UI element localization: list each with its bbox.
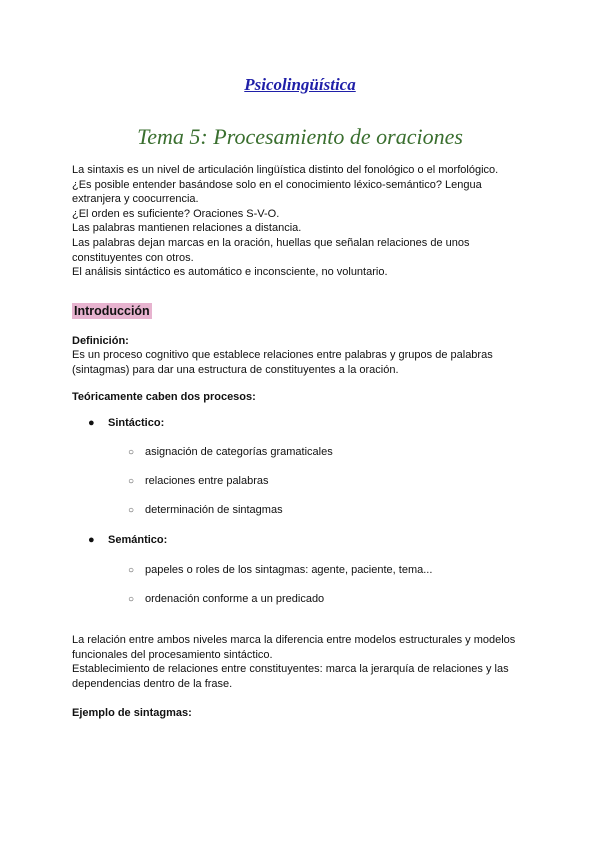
bullet-item-sintactico xyxy=(88,416,164,431)
sub-item-text: determinación de sintagmas xyxy=(145,504,283,516)
sub-list-item xyxy=(128,563,432,579)
hollow-bullet-icon: ○ xyxy=(128,447,135,458)
intro-line: Las palabras mantienen relaciones a distancia. xyxy=(72,222,302,235)
bullet-label: Sintáctico: xyxy=(108,417,165,429)
topic-title: Tema 5: Procesamiento de oraciones xyxy=(137,124,463,149)
hollow-bullet-icon: ○ xyxy=(128,565,135,576)
hollow-bullet-icon: ○ xyxy=(128,476,135,487)
processes-heading: Teóricamente caben dos procesos: xyxy=(72,391,256,403)
relation-paragraph xyxy=(72,633,532,691)
bullet-label: Semántico: xyxy=(108,534,168,546)
sub-item-text: papeles o roles de los sintagmas: agente, paciente, tema... xyxy=(145,564,433,576)
bullet-dot-icon: ● xyxy=(88,534,95,546)
intro-line: ¿El orden es suficiente? Oraciones S-V-O. xyxy=(72,207,280,220)
intro-line: La sintaxis es un nivel de articulación lingüística distinto del fonológico o el morfológico. xyxy=(72,164,499,176)
section-heading-introduccion: Introducción xyxy=(74,304,150,318)
bullet-item-semantico xyxy=(88,533,167,548)
relation-line: Establecimiento de relaciones entre constituyentes: marca la jerarquía de relaciones y las dependencias dentro de la frase. xyxy=(72,663,509,690)
sub-item-text: ordenación conforme a un predicado xyxy=(145,593,325,605)
example-heading: Ejemplo de sintagmas: xyxy=(72,707,192,719)
sub-list-item xyxy=(128,474,269,490)
document-title: Psicolingüística xyxy=(244,75,356,94)
sub-item-text: relaciones entre palabras xyxy=(145,475,269,487)
sub-list-item xyxy=(128,592,324,608)
bullet-dot-icon: ● xyxy=(88,417,95,429)
intro-line: ¿Es posible entender basándose solo en el conocimiento léxico-semántico? Lengua extranjera y coocurrencia. xyxy=(72,178,482,206)
hollow-bullet-icon: ○ xyxy=(128,505,135,516)
intro-line: El análisis sintáctico es automático e inconsciente, no voluntario. xyxy=(72,266,388,279)
relation-line: La relación entre ambos niveles marca la diferencia entre modelos estructurales y modelos funcionales del procesamiento sintáctico. xyxy=(72,634,516,661)
sub-list-item xyxy=(128,503,283,519)
hollow-bullet-icon: ○ xyxy=(128,594,135,605)
definition-label: Definición: xyxy=(72,335,129,347)
intro-paragraph xyxy=(72,163,532,280)
sub-list-item xyxy=(128,445,333,461)
intro-line: Las palabras dejan marcas en la oración, huellas que señalan relaciones de unos constituyentes con otros. xyxy=(72,236,470,264)
sub-item-text: asignación de categorías gramaticales xyxy=(145,446,333,458)
definition-text: Es un proceso cognitivo que establece relaciones entre palabras y grupos de palabras (sintagmas) para dar una estructura de constituyentes a la oración. xyxy=(72,349,493,376)
